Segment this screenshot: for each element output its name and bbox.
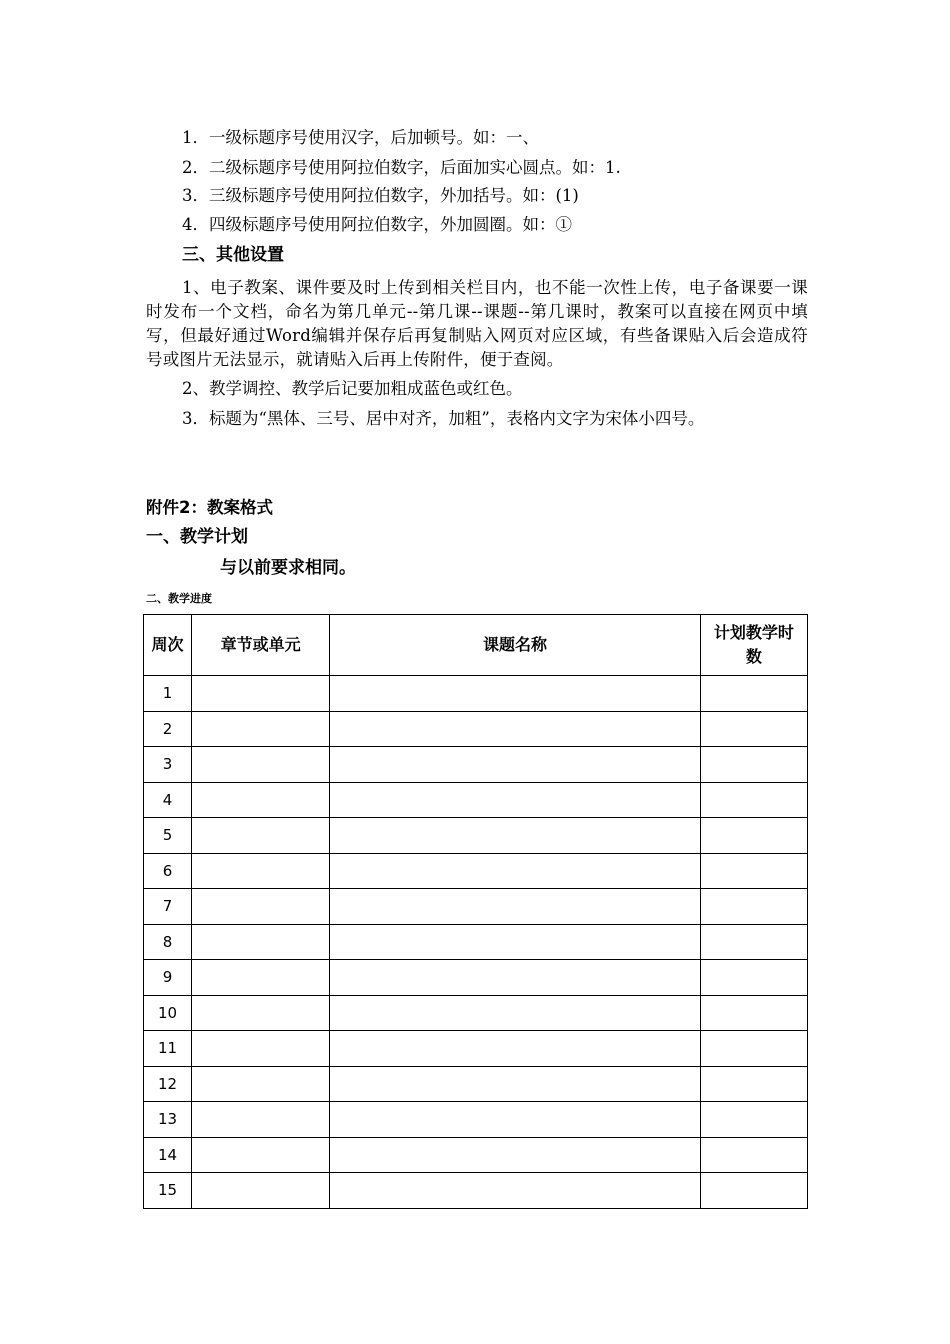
chapter-cell bbox=[192, 1137, 330, 1173]
topic-cell bbox=[330, 1031, 701, 1067]
table-row bbox=[144, 1102, 808, 1138]
topic-cell bbox=[330, 1102, 701, 1138]
chapter-cell bbox=[192, 782, 330, 818]
rule-item-3: 3．三级标题序号使用阿拉伯数字，外加括号。如：(1) bbox=[182, 186, 579, 205]
header-topic: 课题名称 bbox=[330, 615, 701, 676]
topic-cell bbox=[330, 1137, 701, 1173]
rule-item-1: 1．一级标题序号使用汉字，后加顿号。如：一、 bbox=[182, 128, 539, 147]
week-cell: 10 bbox=[144, 995, 192, 1031]
header-hours-line1: 计划教学时 bbox=[713, 623, 794, 642]
chapter-cell bbox=[192, 889, 330, 925]
topic-cell bbox=[330, 889, 701, 925]
week-cell: 9 bbox=[144, 960, 192, 996]
table-row bbox=[144, 995, 808, 1031]
hours-cell bbox=[700, 1137, 807, 1173]
rule-item-4: 4．四级标题序号使用阿拉伯数字，外加圆圈。如：① bbox=[182, 215, 572, 234]
topic-cell bbox=[330, 818, 701, 854]
table-row bbox=[144, 676, 808, 712]
week-cell: 15 bbox=[144, 1173, 192, 1209]
hours-cell bbox=[700, 1066, 807, 1102]
topic-cell bbox=[330, 853, 701, 889]
week-cell: 3 bbox=[144, 747, 192, 783]
table-row bbox=[144, 1031, 808, 1067]
header-hours bbox=[700, 615, 807, 676]
topic-cell bbox=[330, 924, 701, 960]
chapter-cell bbox=[192, 1031, 330, 1067]
section3-paragraph-3: 3．标题为“黑体、三号、居中对齐，加粗”，表格内文字为宋体小四号。 bbox=[182, 409, 705, 428]
progress-table bbox=[143, 614, 808, 1209]
hours-cell bbox=[700, 747, 807, 783]
topic-cell bbox=[330, 1066, 701, 1102]
plan-heading: 一、教学计划 bbox=[146, 527, 248, 547]
table-row bbox=[144, 889, 808, 925]
week-cell: 2 bbox=[144, 711, 192, 747]
topic-cell bbox=[330, 995, 701, 1031]
section3-paragraph-1: 1、电子教案、课件要及时上传到相关栏目内，也不能一次性上传，电子备课要一课时发布一个文档，命名为第几单元--第几课--课题--第几课时，教案可以直接在网页中填写，但最好通过Word编辑并保存后再复制贴入网页对应区域，有些备课贴入后会造成符号或图片无法显示，就请贴入后再上传附件，便于查阅。 bbox=[146, 278, 808, 369]
week-cell: 12 bbox=[144, 1066, 192, 1102]
header-hours-line2: 数 bbox=[745, 647, 762, 666]
chapter-cell bbox=[192, 711, 330, 747]
chapter-cell bbox=[192, 1066, 330, 1102]
attachment-title: 附件2：教案格式 bbox=[146, 498, 273, 517]
plan-note: 与以前要求相同。 bbox=[220, 558, 356, 578]
chapter-cell bbox=[192, 747, 330, 783]
chapter-cell bbox=[192, 1102, 330, 1138]
chapter-cell bbox=[192, 924, 330, 960]
week-cell: 11 bbox=[144, 1031, 192, 1067]
hours-cell bbox=[700, 1102, 807, 1138]
week-cell: 1 bbox=[144, 676, 192, 712]
topic-cell bbox=[330, 960, 701, 996]
topic-cell bbox=[330, 782, 701, 818]
hours-cell bbox=[700, 818, 807, 854]
topic-cell bbox=[330, 1173, 701, 1209]
hours-cell bbox=[700, 853, 807, 889]
header-chapter: 章节或单元 bbox=[192, 615, 330, 676]
table-row bbox=[144, 1137, 808, 1173]
chapter-cell bbox=[192, 960, 330, 996]
table-row bbox=[144, 818, 808, 854]
chapter-cell bbox=[192, 853, 330, 889]
week-cell: 14 bbox=[144, 1137, 192, 1173]
table-row bbox=[144, 1066, 808, 1102]
hours-cell bbox=[700, 782, 807, 818]
hours-cell bbox=[700, 1031, 807, 1067]
hours-cell bbox=[700, 960, 807, 996]
hours-cell bbox=[700, 676, 807, 712]
table-row bbox=[144, 960, 808, 996]
hours-cell bbox=[700, 995, 807, 1031]
rule-item-2: 2．二级标题序号使用阿拉伯数字，后面加实心圆点。如：1. bbox=[182, 158, 621, 177]
hours-cell bbox=[700, 924, 807, 960]
header-week: 周次 bbox=[144, 615, 192, 676]
table-row bbox=[144, 782, 808, 818]
week-cell: 5 bbox=[144, 818, 192, 854]
week-cell: 4 bbox=[144, 782, 192, 818]
week-cell: 13 bbox=[144, 1102, 192, 1138]
table-row bbox=[144, 1173, 808, 1209]
table-header-row bbox=[144, 615, 808, 676]
section3-heading: 三、其他设置 bbox=[182, 245, 284, 265]
table-body bbox=[144, 676, 808, 1209]
chapter-cell bbox=[192, 676, 330, 712]
topic-cell bbox=[330, 676, 701, 712]
chapter-cell bbox=[192, 1173, 330, 1209]
progress-heading: 二、教学进度 bbox=[146, 592, 212, 605]
week-cell: 6 bbox=[144, 853, 192, 889]
section3-paragraph-2: 2、教学调控、教学后记要加粗成蓝色或红色。 bbox=[182, 379, 523, 398]
hours-cell bbox=[700, 711, 807, 747]
topic-cell bbox=[330, 711, 701, 747]
table-row bbox=[144, 711, 808, 747]
table-row bbox=[144, 924, 808, 960]
table-row bbox=[144, 747, 808, 783]
chapter-cell bbox=[192, 995, 330, 1031]
chapter-cell bbox=[192, 818, 330, 854]
week-cell: 7 bbox=[144, 889, 192, 925]
hours-cell bbox=[700, 889, 807, 925]
hours-cell bbox=[700, 1173, 807, 1209]
table-row bbox=[144, 853, 808, 889]
topic-cell bbox=[330, 747, 701, 783]
week-cell: 8 bbox=[144, 924, 192, 960]
